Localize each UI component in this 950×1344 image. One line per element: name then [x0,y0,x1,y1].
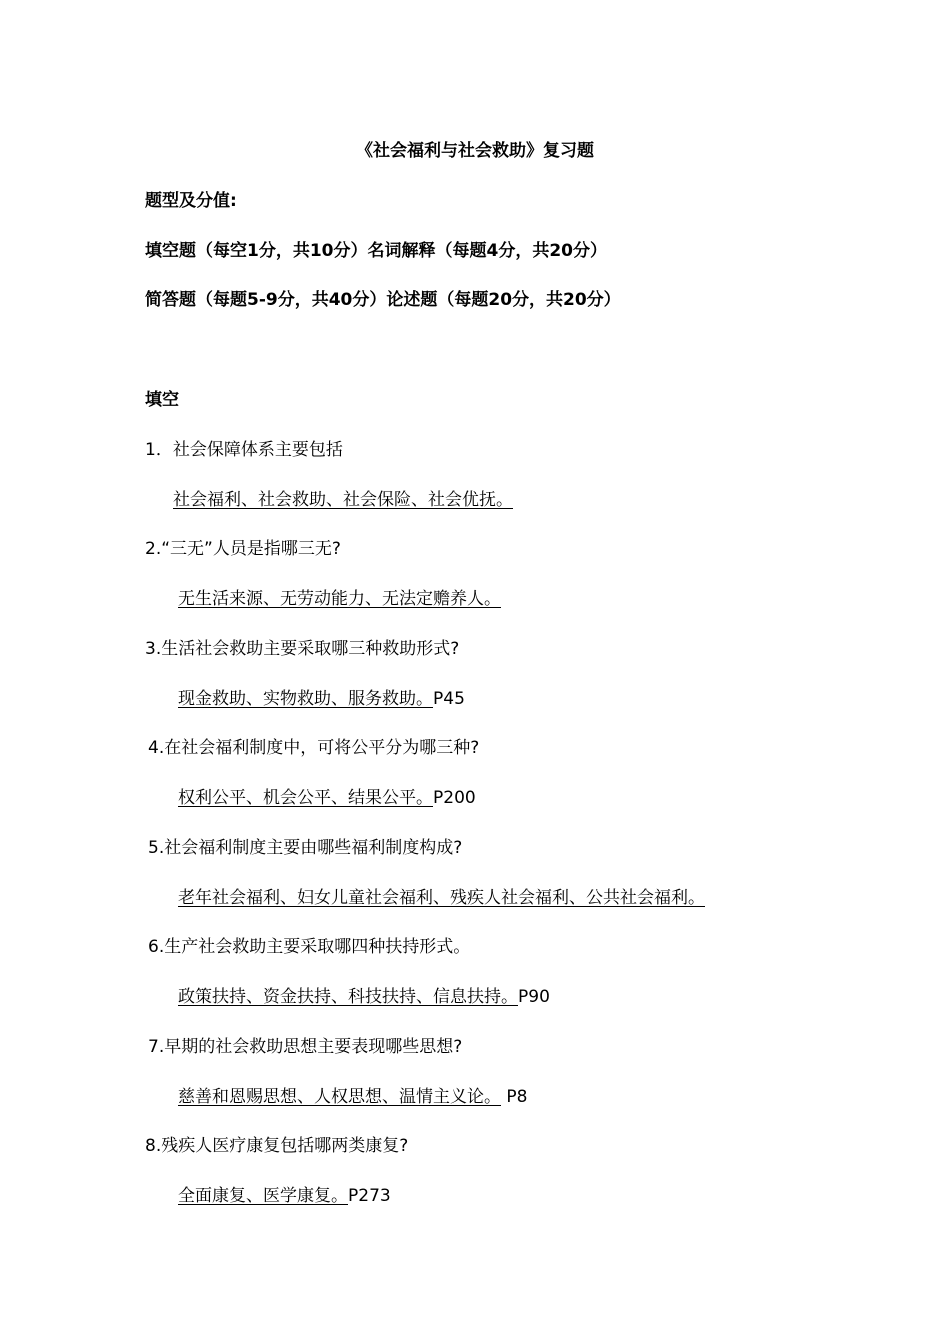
answer-8 [178,1185,391,1207]
question-7: 7.早期的社会救助思想主要表现哪些思想? [148,1037,463,1057]
answer-5-text: 老年社会福利、妇女儿童社会福利、残疾人社会福利、公共社会福利。 [178,888,705,908]
answer-6 [178,986,550,1008]
answer-5 [178,887,705,909]
types-heading: 题型及分值: [145,191,237,211]
answer-7-ref: P8 [501,1087,528,1107]
question-8: 8.残疾人医疗康复包括哪两类康复? [145,1136,409,1156]
document-title: 《社会福利与社会救助》复习题 [356,141,594,161]
answer-7 [178,1086,527,1108]
answer-4-ref: P200 [433,788,476,808]
answer-8-text: 全面康复、医学康复。 [178,1186,348,1206]
answer-6-ref: P90 [518,987,550,1007]
answer-4-text: 权利公平、机会公平、结果公平。 [178,788,433,808]
question-2: 2.“三无”人员是指哪三无? [145,539,341,559]
question-5: 5.社会福利制度主要由哪些福利制度构成? [148,838,463,858]
answer-3-text: 现金救助、实物救助、服务救助。 [178,689,433,709]
section-heading: 填空 [145,390,179,410]
answer-4 [178,787,476,809]
answer-3 [178,688,465,710]
answer-7-text: 慈善和恩赐思想、人权思想、温情主义论。 [178,1087,501,1107]
types-line-1: 填空题（每空1分，共10分）名词解释（每题4分，共20分） [145,241,607,261]
question-3: 3.生活社会救助主要采取哪三种救助形式? [145,639,460,659]
answer-1 [173,489,513,511]
question-1: 1．社会保障体系主要包括 [145,440,343,460]
answer-2 [178,588,501,610]
types-line-2: 简答题（每题5-9分，共40分）论述题（每题20分，共20分） [145,290,621,310]
answer-6-text: 政策扶持、资金扶持、科技扶持、信息扶持。 [178,987,518,1007]
question-6: 6.生产社会救助主要采取哪四种扶持形式。 [148,937,471,957]
answer-3-ref: P45 [433,689,465,709]
answer-8-ref: P273 [348,1186,391,1206]
answer-2-text: 无生活来源、无劳动能力、无法定赡养人。 [178,589,501,609]
answer-1-text: 社会福利、社会救助、社会保险、社会优抚。 [173,490,513,510]
question-4: 4.在社会福利制度中，可将公平分为哪三种? [148,738,480,758]
